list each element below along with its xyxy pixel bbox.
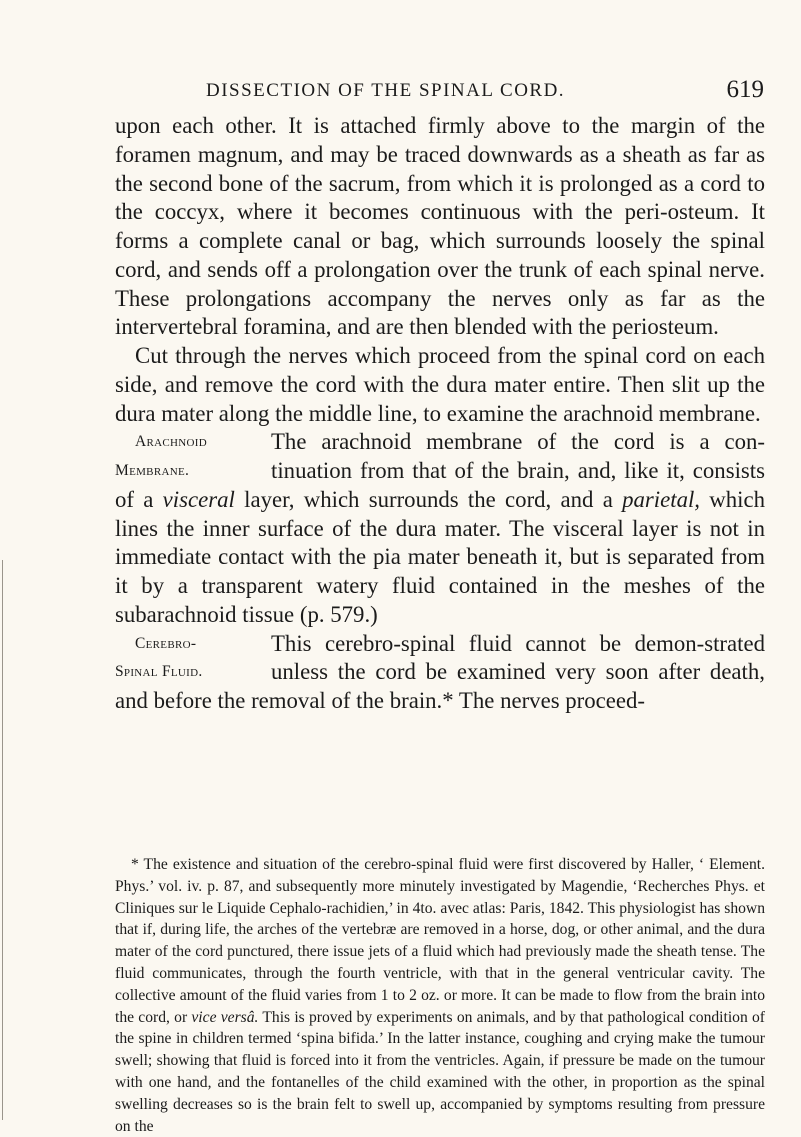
running-head: DISSECTION OF THE SPINAL CORD. (206, 80, 566, 101)
paragraph-dissection-instruction: Cut through the nerves which proceed from the spinal cord on each side, and remove the cord with the dura mater entire. Then slit up the dura mater along the middle line, to examine the arachnoid membrane. (115, 343, 765, 426)
side-note-arachnoid-membrane (115, 428, 265, 486)
page-header (110, 76, 770, 110)
emphasis-visceral: visceral (162, 486, 235, 512)
text-run: * The existence and situation of the cerebro-spinal fluid were first discovered by Haller, ‘ Element. Phys.’ vol. iv. p. 87, and subsequently more minutely investigated by Magendie, ‘Recherches Phys. et Cliniques sur le Liquide Cephalo-rachidien,’ in 4to. avec atlas: Paris, 1842. This physiologist has shown that if, during life, the arches of the vertebræ are removed in a horse, dog, or other animal, and the dura mater of the cord punctured, there issue jets of a fluid which had previously made the sheath tense. The fluid communicates, through the fourth ventricle, with that in the general ventricular cavity. The collective amount of the fluid varies from 1 to 2 oz. or more. It can be made to flow from the brain into the cord, or (115, 856, 765, 1026)
side-note-line: Spinal Fluid. (115, 663, 203, 681)
text-run: which lines the inner surface of the dura mater. The visceral layer is not in immediate contact with the pia mater beneath it, but is separated from it by a transparent watery fluid contained in the meshes of the subarachnoid tissue (p. 579.) (115, 486, 766, 627)
page-edge-line (2, 560, 3, 1120)
page-number: 619 (726, 76, 764, 103)
side-note-line: Arachnoid (135, 433, 207, 451)
side-note-line: Membrane. (115, 462, 190, 479)
text-run: The arachnoid membrane of the cord is a con-tinuation from that of the brain, and, like it, consists of a (115, 429, 765, 512)
side-note-cerebro-spinal-fluid (115, 630, 265, 688)
section-arachnoid (115, 428, 765, 629)
emphasis-vice-versa: vice versâ. (191, 1008, 259, 1026)
paragraph-cerebro-spinal-fluid: This cerebro-spinal fluid cannot be demon-strated unless the cord be examined very soon after death, and before the removal of the brain.* The nerves proceed- (115, 630, 765, 713)
text-run: This is proved by experiments on animals, and by that pathological condition of the spine in children termed ‘spina bifida.’ In the latter instance, coughing and crying make the tumour swell; showing that fluid is forced into it from the ventricles. Again, if pressure be made on the tumour with one hand, and the fontanelles of the child examined with the other, in proportion as the spinal swelling decreases so is the brain felt to swell up, accompanied by symptoms resulting from pressure on the (115, 1008, 765, 1135)
side-note-line: Cerebro- (135, 634, 197, 652)
text-run: layer, which surrounds the cord, and a (244, 486, 613, 512)
footnote-text (115, 854, 765, 1137)
emphasis-parietal: parietal, (622, 486, 701, 512)
footnote (115, 854, 765, 1137)
section-cerebro-spinal-fluid (115, 630, 765, 716)
paragraph-dura-mater: upon each other. It is attached firmly above to the margin of the foramen magnum, and may be traced downwards as a sheath as far as the second bone of the sacrum, from which it is prolonged as a cord to the coccyx, where it becomes continuous with the peri-osteum. It forms a complete canal or bag, which surrounds loosely the spinal cord, and sends off a prolongation over the trunk of each spinal nerve. These prolongations accompany the nerves only as far as the intervertebral foramina, and are then blended with the periosteum. (115, 113, 765, 340)
main-text (115, 112, 765, 716)
